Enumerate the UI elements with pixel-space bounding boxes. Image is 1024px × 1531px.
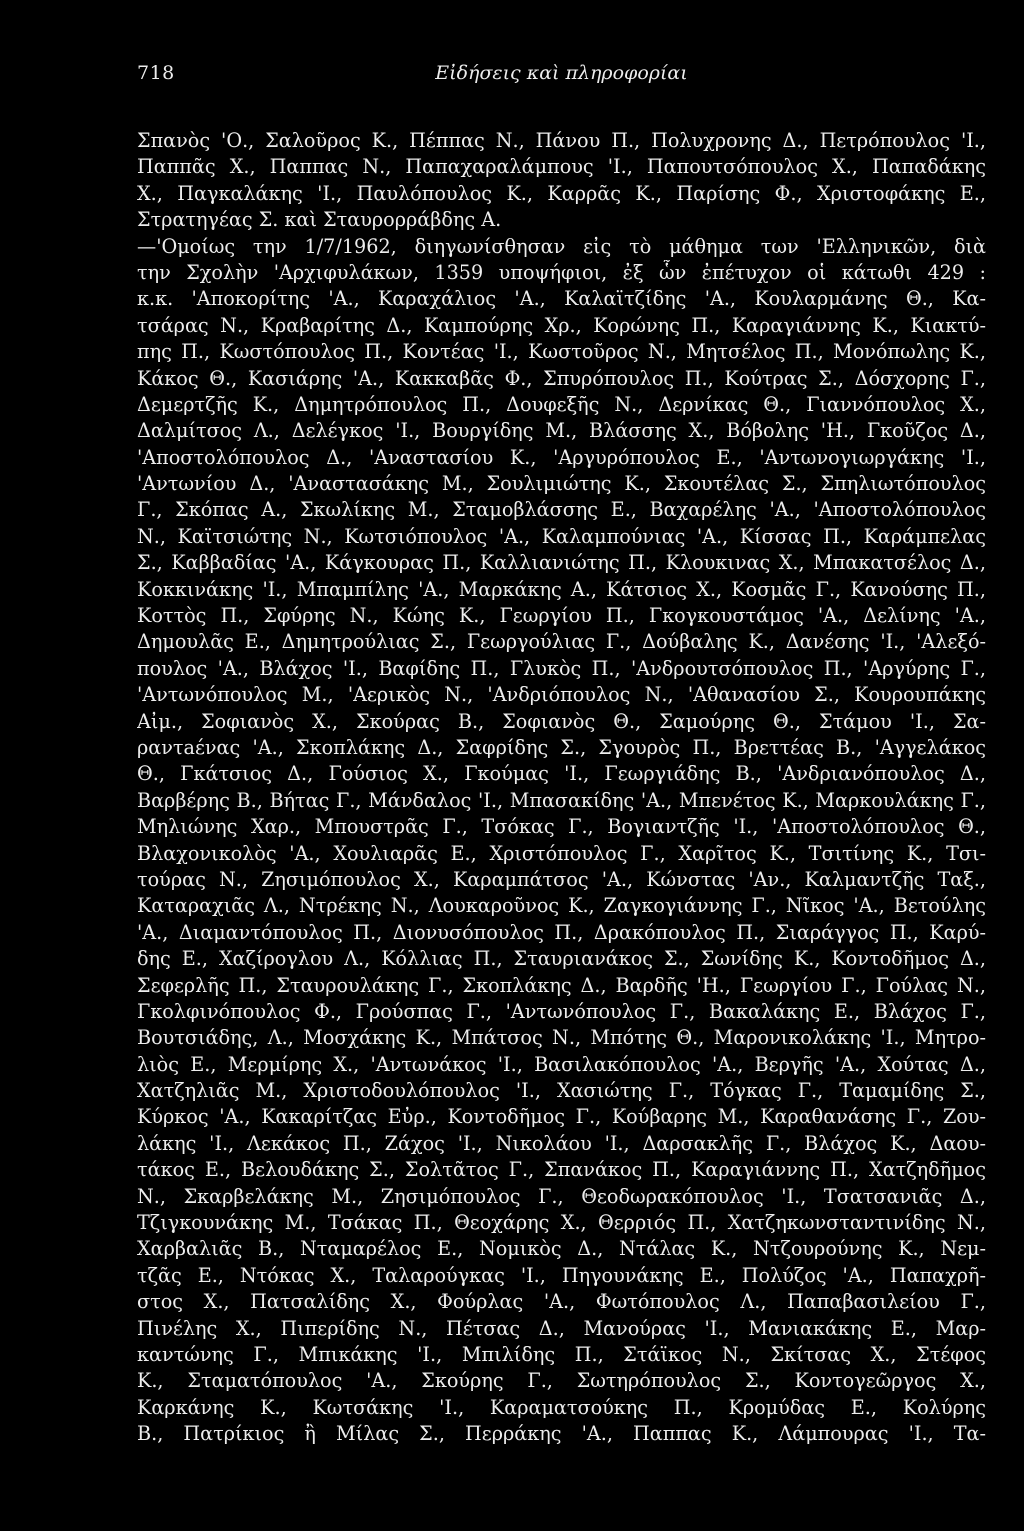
text-line: Πινέλης Χ., Πιπερίδης Ν., Πέτσας Δ., Μανούρας 'Ι., Μανιακάκης Ε., Μαρ- xyxy=(137,1316,986,1340)
text-line: 'Αποστολόπουλος Δ., 'Αναστασίου Κ., 'Αργυρόπουλος Ε., 'Αντωνογιωργάκης 'Ι., xyxy=(137,445,986,469)
text-line: Κοττὸς Π., Σφύρης Ν., Κώης Κ., Γεωργίου Π., Γκογκουστάμος 'Α., Δελίνης 'Α., xyxy=(137,604,986,628)
text-line: Χαρβαλιᾶς Β., Νταμαρέλος Ε., Νομικὸς Δ., Ντάλας Κ., Ντζουρούνης Κ., Νεμ- xyxy=(137,1237,986,1261)
page-number: 718 xyxy=(137,62,175,84)
text-line: τσάρας Ν., Κραβαρίτης Δ., Καμπούρης Χρ., Κορώνης Π., Καραγιάννης Κ., Κιακτύ- xyxy=(137,313,986,337)
text-line: Βουτσιάδης, Λ., Μοσχάκης Κ., Μπάτσος Ν., Μπότης Θ., Μαρονικολάκης 'Ι., Μητρο- xyxy=(137,1026,986,1050)
text-line: πης Π., Κωστόπουλος Π., Κοντέας 'Ι., Κωστοῦρος Ν., Μητσέλος Π., Μονόπωλης Κ., xyxy=(137,340,986,364)
text-line: Ν., Σκαρβελάκης Μ., Ζησιμόπουλος Γ., Θεοδωρακόπουλος 'Ι., Τσατσανιᾶς Δ., xyxy=(137,1184,986,1208)
text-line: Χατζηλιᾶς Μ., Χριστοδουλόπουλος 'Ι., Χασιώτης Γ., Τόγκας Γ., Ταμαμίδης Σ., xyxy=(137,1079,986,1103)
text-line: δης Ε., Χαζίρογλου Λ., Κόλλιας Π., Σταυριανάκος Σ., Σωνίδης Κ., Κοντοδῆμος Δ., xyxy=(137,947,986,971)
text-line: Βαρβέρης Β., Βήτας Γ., Μάνδαλος 'Ι., Μπασακίδης 'Α., Μπενέτος Κ., Μαρκουλάκης Γ., xyxy=(137,788,986,812)
text-line: 'Α., Διαμαντόπουλος Π., Διονυσόπουλος Π., Δρακόπουλος Π., Σιαράγγος Π., Καρύ- xyxy=(137,920,986,944)
body-text xyxy=(137,128,986,1448)
page-header xyxy=(137,62,986,92)
text-line: —'Ομοίως την 1/7/1962, διηγωνίσθησαν εἰς τὸ μάθημα των 'Ελληνικῶν, διὰ xyxy=(137,234,986,258)
text-line: Σ., Καββαδίας 'Α., Κάγκουρας Π., Καλλιανιώτης Π., Κλουκινας Χ., Μπακατσέλος Δ., xyxy=(137,551,986,575)
text-line: τάκος Ε., Βελουδάκης Σ., Σολτᾶτος Γ., Σπανάκος Π., Καραγιάννης Π., Χατζηδῆμος xyxy=(137,1158,986,1182)
text-line: Κάκος Θ., Κασιάρης 'Α., Κακκαβᾶς Φ., Σπυρόπουλος Π., Κούτρας Σ., Δόσχορης Γ., xyxy=(137,366,986,390)
text-line: Δημουλᾶς Ε., Δημητρούλιας Σ., Γεωργούλιας Γ., Δούβαλης Κ., Δανέσης 'Ι., 'Αλεξό- xyxy=(137,630,986,654)
text-line: Τζιγκουνάκης Μ., Τσάκας Π., Θεοχάρης Χ., Θερριός Π., Χατζηκωνσταντινίδης Ν., xyxy=(137,1211,986,1235)
text-line: Στρατηγέας Σ. καὶ Σταυρορράβδης Α. xyxy=(137,208,502,232)
text-line: λιὸς Ε., Μερμίρης Χ., 'Αντωνάκος 'Ι., Βασιλακόπουλος 'Α., Βεργῆς 'Α., Χούτας Δ., xyxy=(137,1052,986,1076)
text-line: Παππᾶς Χ., Παππας Ν., Παπαχαραλάμπους 'Ι., Παπουτσόπουλος Χ., Παπαδάκης xyxy=(137,155,986,179)
text-line: κ.κ. 'Αποκορίτης 'Α., Καραχάλιος 'Α., Καλαϊτζίδης 'Α., Κουλαρμάνης Θ., Κα- xyxy=(137,287,986,311)
text-line: λάκης 'Ι., Λεκάκος Π., Ζάχος 'Ι., Νικολάου 'Ι., Δαρσακλῆς Γ., Βλάχος Κ., Δαου- xyxy=(137,1131,986,1155)
text-line: Ν., Καϊτσιώτης Ν., Κωτσιόπουλος 'Α., Καλαμπούνιας 'Α., Κίσσας Π., Καράμπελας xyxy=(137,524,986,548)
text-line: Σπανὸς 'Ο., Σαλοῦρος Κ., Πέππας Ν., Πάνου Π., Πολυχρονης Δ., Πετρόπουλος 'Ι., xyxy=(137,129,986,152)
running-title: Εἰδήσεις καὶ πληροφορίαι xyxy=(435,62,688,84)
text-line: καντώνης Γ., Μπικάκης 'Ι., Μπιλίδης Π., Στάϊκος Ν., Σκίτσας Χ., Στέφος xyxy=(137,1342,986,1366)
text-line: ραντaένας 'Α., Σκοπλάκης Δ., Σαφρίδης Σ., Σγουρὸς Π., Βρεττέας Β., 'Αγγελάκος xyxy=(137,735,986,759)
text-line: Κύρκος 'Α., Κακαρίτζας Εὐρ., Κοντοδῆμος Γ., Κούβαρης Μ., Καραθανάσης Γ., Ζου- xyxy=(137,1105,986,1129)
text-line: Δαλμίτσος Λ., Δελέγκος 'Ι., Βουργίδης Μ., Βλάσσης Χ., Βόβολης 'Η., Γκοῦζος Δ., xyxy=(137,419,986,443)
text-line: Καταραχιᾶς Λ., Ντρέκης Ν., Λουκαροῦνος Κ., Ζαγκογιάννης Γ., Νῖκος 'Α., Βετούλης xyxy=(137,894,986,918)
text-line: Κοκκινάκης 'Ι., Μπαμπίλης 'Α., Μαρκάκης Α., Κάτσιος Χ., Κοσμᾶς Γ., Κανούσης Π., xyxy=(137,577,986,601)
text-line: Β., Πατρίκιος ἢ Μίλας Σ., Περράκης 'Α., Παππας Κ., Λάμπουρας 'Ι., Τα- xyxy=(137,1422,986,1446)
text-line: πουλος 'Α., Βλάχος 'Ι., Βαφίδης Π., Γλυκὸς Π., 'Ανδρουτσόπουλος Π., 'Αργύρης Γ., xyxy=(137,656,986,680)
text-line: Κ., Σταματόπουλος 'Α., Σκούρης Γ., Σωτηρόπουλος Σ., Κοντογεῶργος Χ., xyxy=(137,1369,986,1393)
text-line: Βλαχονικολὸς 'Α., Χουλιαρᾶς Ε., Χριστόπουλος Γ., Χαρῖτος Κ., Τσιτίνης Κ., Τσι- xyxy=(137,841,986,865)
text-line: Γ., Σκόπας Α., Σκωλίκης Μ., Σταμοβλάσσης Ε., Βαχαρέλης 'Α., 'Αποστολόπουλος xyxy=(137,498,986,522)
text-line: Δεμερτζῆς Κ., Δημητρόπουλος Π., Δουφεξῆς Ν., Δερνίκας Θ., Γιαννόπουλος Χ., xyxy=(137,392,986,416)
text-line: 'Αντωνόπουλος Μ., 'Αερικὸς Ν., 'Ανδριόπουλος Ν., 'Αθανασίου Σ., Κουρουπάκης xyxy=(137,683,986,707)
text-line: Σεφερλῆς Π., Σταυρουλάκης Γ., Σκοπλάκης Δ., Βαρδῆς 'Η., Γεωργίου Γ., Γούλας Ν., xyxy=(137,973,986,997)
text-line: Καρκάνης Κ., Κωτσάκης 'Ι., Καραματσούκης Π., Κρομύδας Ε., Κολύρης xyxy=(137,1395,986,1419)
text-line: την Σχολὴν 'Αρχιφυλάκων, 1359 υποψήφιοι, ἐξ ὧν ἐπέτυχον οἱ κάτωθι 429 : xyxy=(137,260,986,284)
text-line: Μηλιώνης Χαρ., Μπουστρᾶς Γ., Τσόκας Γ., Βογιαντζῆς 'Ι., 'Αποστολόπουλος Θ., xyxy=(137,815,986,839)
text-line: τούρας Ν., Ζησιμόπουλος Χ., Καραμπάτσος 'Α., Κώνστας 'Αν., Καλμαντζῆς Ταξ., xyxy=(137,867,986,891)
text-line: στος Χ., Πατσαλίδης Χ., Φούρλας 'Α., Φωτόπουλος Λ., Παπαβασιλείου Γ., xyxy=(137,1290,986,1314)
text-line: 'Αντωνίου Δ., 'Αναστασάκης Μ., Σουλιμιώτης Κ., Σκουτέλας Σ., Σπηλιωτόπουλος xyxy=(137,472,986,496)
text-line: Χ., Παγκαλάκης 'Ι., Παυλόπουλος Κ., Καρρᾶς Κ., Παρίσης Φ., Χριστοφάκης Ε., xyxy=(137,181,986,205)
text-line: τζᾶς Ε., Ντόκας Χ., Ταλαρούγκας 'Ι., Πηγουνάκης Ε., Πολύζος 'Α., Παπαχρῆ- xyxy=(137,1263,986,1287)
text-line: Αἰμ., Σοφιανὸς Χ., Σκούρας Β., Σοφιανὸς Θ., Σαμούρης Θ., Στάμου 'Ι., Σα- xyxy=(137,709,986,733)
text-line: Θ., Γκάτσιος Δ., Γούσιος Χ., Γκούμας 'Ι., Γεωργιάδης Β., 'Ανδριανόπουλος Δ., xyxy=(137,762,986,786)
text-line: Γκολφινόπουλος Φ., Γρούσπας Γ., 'Αντωνόπουλος Γ., Βακαλάκης Ε., Βλάχος Γ., xyxy=(137,999,986,1023)
